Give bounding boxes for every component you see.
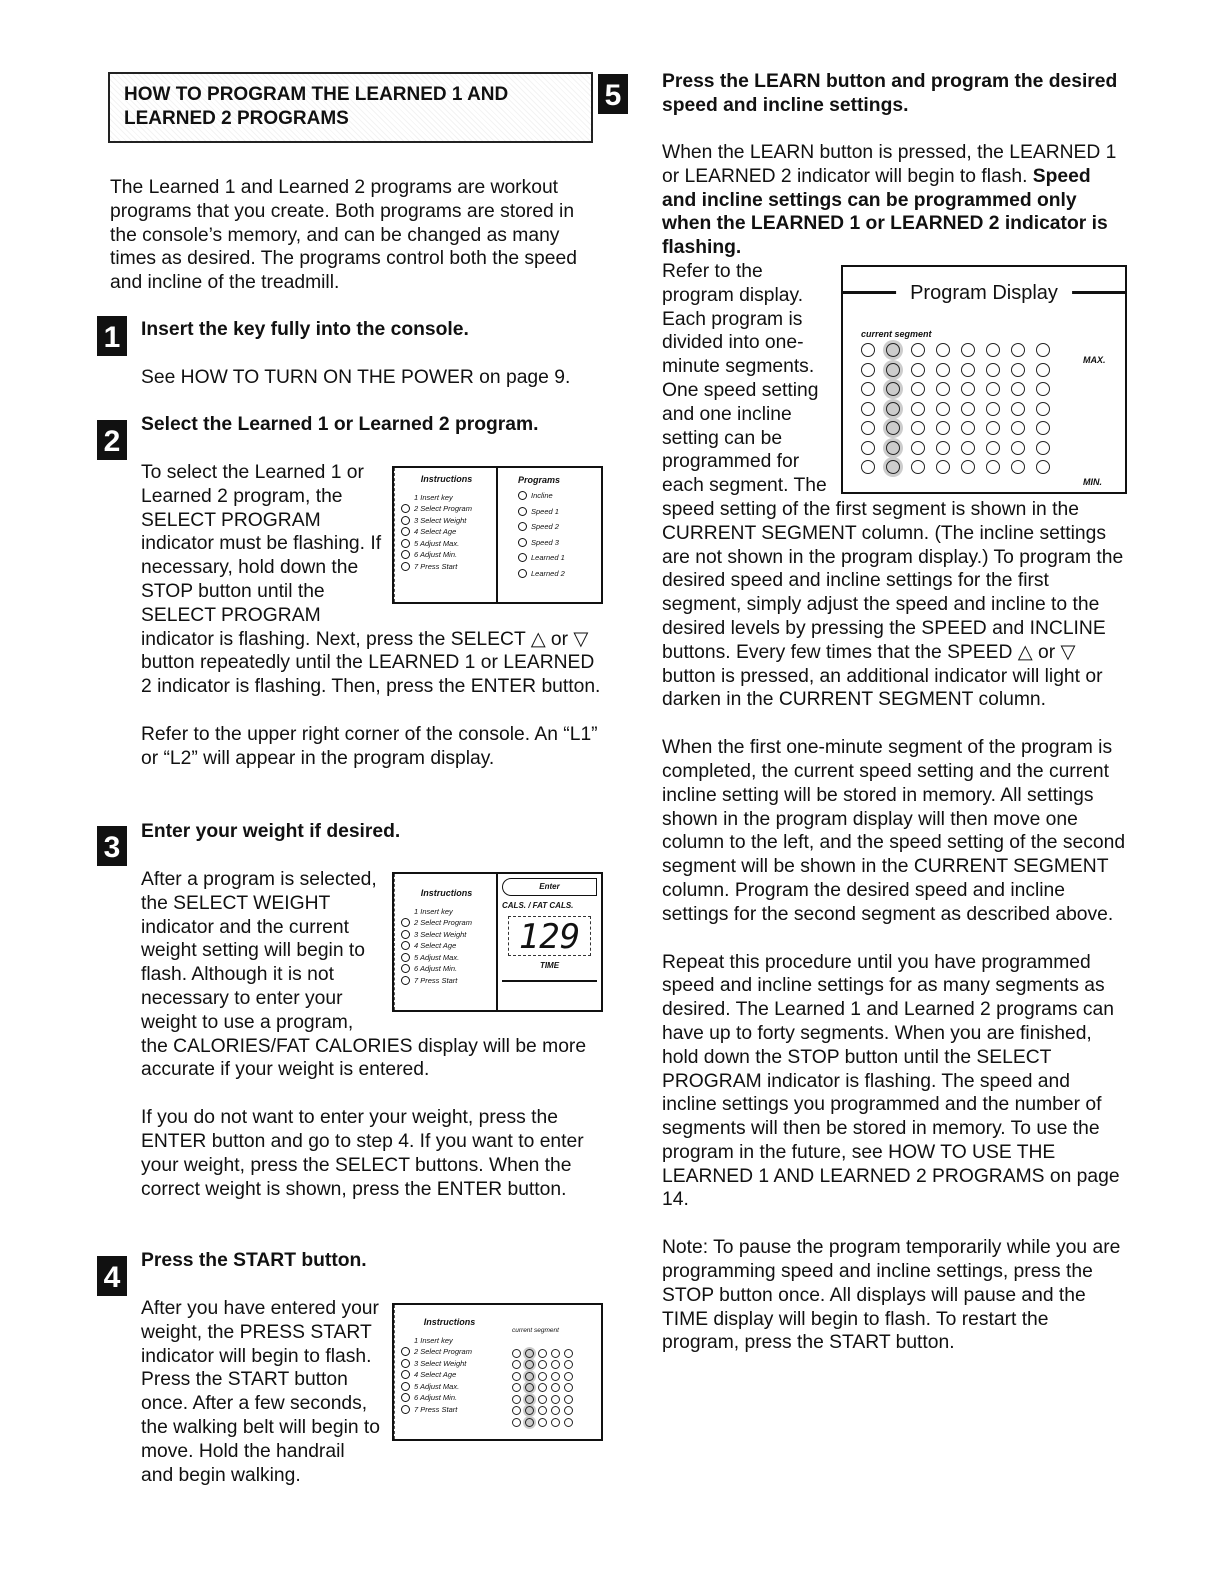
segment-indicator-icon — [961, 382, 975, 396]
instruction: 4 Select Age — [414, 527, 457, 536]
step-4-heading: Press the START button. — [141, 1250, 367, 1271]
segment-indicator-icon — [986, 421, 1000, 435]
instructions-title: Instructions — [420, 474, 473, 484]
instruction: 3 Select Weight — [414, 515, 467, 525]
segment-indicator-icon — [1011, 441, 1025, 455]
indicator-icon — [518, 569, 527, 578]
segment-indicator-icon — [564, 1406, 573, 1415]
instruction: 5 Adjust Max. — [414, 538, 460, 548]
segment-indicator-icon — [538, 1395, 547, 1404]
step-1-heading: Insert the key fully into the console. — [141, 319, 469, 340]
segment-indicator-icon — [564, 1372, 573, 1381]
segment-indicator-icon — [538, 1418, 547, 1427]
indicator-icon — [401, 1382, 410, 1391]
instruction: 6 Adjust Min. — [414, 1393, 458, 1402]
step-3-body — [141, 868, 603, 1201]
console-programs-figure — [392, 466, 603, 604]
instruction: 2 Select Program — [414, 504, 472, 513]
indicator-icon — [401, 930, 410, 939]
segment-indicator-icon — [911, 343, 925, 357]
instruction: 3 Select Weight — [414, 1358, 467, 1368]
segment-indicator-icon — [551, 1349, 560, 1358]
step-number-5: 5 — [598, 74, 628, 114]
step-number-2: 2 — [97, 420, 127, 460]
segment-indicator-icon — [512, 1349, 521, 1358]
current-segment-label: current segment — [861, 329, 932, 339]
segment-indicator-icon — [1036, 402, 1050, 416]
segment-indicator-icon — [861, 363, 875, 377]
step-number-4: 4 — [97, 1256, 127, 1296]
instruction: 6 Adjust Min. — [414, 550, 458, 559]
instruction: 6 Adjust Min. — [414, 964, 458, 973]
section-title — [108, 72, 593, 143]
segment-indicator-icon — [564, 1349, 573, 1358]
indicator-icon — [518, 507, 527, 516]
instruction: 1 Insert key — [414, 906, 453, 916]
program-display-title: Program Display — [896, 281, 1072, 305]
segment-indicator-icon — [1036, 460, 1050, 474]
program: Speed 2 — [531, 522, 559, 531]
max-label: MAX. — [1083, 355, 1106, 365]
indicator-icon — [401, 1405, 410, 1414]
segment-indicator-icon — [512, 1383, 521, 1392]
step-number-3: 3 — [97, 826, 127, 866]
indicator-icon — [518, 522, 527, 531]
segment-indicator-icon — [1036, 363, 1050, 377]
segment-indicator-icon — [861, 402, 875, 416]
intro-paragraph: The Learned 1 and Learned 2 programs are workout programs that you create. Both programs are stored in the console’s memory, and can be changed as many times as desired. The programs control both the speed and incline of the treadmill. — [110, 177, 577, 294]
step-2-body — [141, 461, 603, 771]
segment-indicator-icon — [986, 343, 1000, 357]
segment-indicator-icon — [911, 382, 925, 396]
indicator-icon — [401, 1393, 410, 1402]
instruction: 3 Select Weight — [414, 929, 467, 939]
instruction: 1 Insert key — [414, 492, 453, 502]
segment-indicator-icon — [986, 402, 1000, 416]
segment-indicator-icon — [861, 382, 875, 396]
segment-indicator-icon — [986, 441, 1000, 455]
segment-indicator-icon — [861, 343, 875, 357]
segment-indicator-icon — [936, 402, 950, 416]
title-line-1: HOW TO PROGRAM THE LEARNED 1 AND — [124, 84, 509, 105]
cals-label: CALS. / FAT CALS. — [502, 901, 574, 910]
program-display-figure — [841, 265, 1127, 494]
time-label: TIME — [539, 961, 560, 970]
indicator-icon — [401, 1347, 410, 1356]
instructions-title: Instructions — [420, 888, 473, 898]
segment-indicator-icon — [538, 1349, 547, 1358]
instruction: 4 Select Age — [414, 1370, 457, 1379]
step-5-heading: Press the LEARN button and program the desired speed and incline settings. — [662, 71, 1118, 116]
segment-indicator-icon — [551, 1383, 560, 1392]
indicator-icon — [401, 504, 410, 513]
segment-indicator-icon — [1011, 363, 1025, 377]
instruction: 5 Adjust Max. — [414, 952, 460, 962]
time-display — [502, 980, 597, 992]
segment-indicator-icon — [512, 1360, 521, 1369]
segment-indicator-icon — [911, 363, 925, 377]
instruction: 7 Press Start — [414, 561, 458, 571]
segment-indicator-icon — [861, 441, 875, 455]
instructions-panel — [394, 1305, 502, 1439]
programs-title: Programs — [518, 475, 561, 485]
segment-indicator-icon — [512, 1418, 521, 1427]
segment-grid — [512, 1349, 601, 1427]
segment-indicator-icon — [551, 1360, 560, 1369]
enter-button: Enter — [502, 878, 597, 896]
segment-indicator-icon — [551, 1418, 560, 1427]
step-2-text: To select the Learned 1 or Learned 2 program, the SELECT PROGRAM indicator must be flashing. If necessary, hold down the STOP button until the SELECT PROGRAM indicator is flashing. Next, press the SELECT △ or ▽ button repeatedly until the LEARNED 1 or LEARNED 2 indicator is flashing. Then, press the ENTER button. — [141, 462, 601, 698]
segment-indicator-icon — [886, 460, 900, 474]
segment-indicator-icon — [861, 460, 875, 474]
segment-indicator-icon — [961, 441, 975, 455]
segment-indicator-icon — [512, 1406, 521, 1415]
step-5-intro — [662, 141, 1127, 260]
segment-panel — [502, 1305, 601, 1439]
step-5-intro-bold: Speed and incline settings can be programmed only when the LEARNED 1 or LEARNED 2 indicator is flashing. — [662, 165, 1108, 259]
console-weight-figure — [392, 872, 603, 1012]
segment-indicator-icon — [551, 1406, 560, 1415]
segment-indicator-icon — [911, 460, 925, 474]
segment-indicator-icon — [1036, 343, 1050, 357]
segment-indicator-icon — [911, 421, 925, 435]
program: Learned 2 — [531, 568, 565, 578]
step-3-heading: Enter your weight if desired. — [141, 821, 401, 842]
step-5-intro-text: When the LEARN button is pressed, the LEARNED 1 or LEARNED 2 indicator will begin to flash. — [662, 142, 1117, 187]
indicator-icon — [401, 539, 410, 548]
step-3-text: After a program is selected, the SELECT WEIGHT indicator and the current weight setting will begin to flash. Although it is not necessary to enter your weight to use a program, the CALORIES/FAT CALORIES display will be more accurate if your weight is entered. — [141, 869, 587, 1081]
instructions-panel — [394, 468, 498, 602]
segment-indicator-icon — [936, 363, 950, 377]
segment-indicator-icon — [512, 1372, 521, 1381]
step-5-para-4: Note: To pause the program temporarily while you are programming speed and incline settings, press the STOP button once. All displays will pause and the TIME display will begin to flash. To restart the program, press the START button. — [662, 1237, 1121, 1354]
instruction: 5 Adjust Max. — [414, 1381, 460, 1391]
step-2-heading: Select the Learned 1 or Learned 2 program. — [141, 414, 539, 435]
instruction: 1 Insert key — [414, 1335, 453, 1345]
segment-indicator-icon — [525, 1372, 534, 1381]
segment-indicator-icon — [1011, 402, 1025, 416]
indicator-icon — [401, 964, 410, 973]
segment-indicator-icon — [538, 1383, 547, 1392]
step-5-body — [662, 260, 1127, 1355]
display-panel — [498, 874, 601, 1010]
segment-indicator-icon — [886, 402, 900, 416]
indicator-icon — [518, 553, 527, 562]
program: Incline — [531, 491, 553, 500]
indicator-icon — [401, 562, 410, 571]
instruction: 2 Select Program — [414, 1347, 472, 1356]
program: Speed 3 — [531, 537, 559, 547]
segment-indicator-icon — [1011, 382, 1025, 396]
segment-indicator-icon — [525, 1418, 534, 1427]
indicator-icon — [401, 516, 410, 525]
segment-indicator-icon — [1011, 460, 1025, 474]
step-5-para-2: When the first one-minute segment of the program is completed, the current speed setting and the current incline setting will be stored in memory. All settings shown in the program display will then move one column to the left, and the speed setting of the second segment will be shown in the CURRENT SEGMENT column. Program the desired speed and incline settings for the second segment as described above. — [662, 737, 1126, 925]
step-4-text: After you have entered your weight, the PRESS START indicator will begin to flash. Press the START button once. After a few seconds, the walking belt will begin to move. Hold the handrail and begin walking. — [141, 1298, 381, 1486]
instructions-title: Instructions — [423, 1317, 476, 1327]
instruction: 2 Select Program — [414, 918, 472, 927]
segment-indicator-icon — [525, 1406, 534, 1415]
segment-indicator-icon — [538, 1372, 547, 1381]
segment-indicator-icon — [936, 421, 950, 435]
segment-indicator-icon — [1036, 441, 1050, 455]
indicator-icon — [401, 976, 410, 985]
programs-panel — [498, 468, 601, 602]
current-segment-label: current segment — [512, 1327, 559, 1334]
step-number-1: 1 — [97, 316, 127, 356]
step-1-body: See HOW TO TURN ON THE POWER on page 9. — [141, 367, 571, 388]
segment-indicator-icon — [986, 460, 1000, 474]
console-segment-figure — [392, 1303, 603, 1441]
segment-indicator-icon — [961, 363, 975, 377]
segment-indicator-icon — [564, 1360, 573, 1369]
segment-indicator-icon — [886, 363, 900, 377]
min-label: MIN. — [1083, 477, 1102, 487]
program: Learned 1 — [531, 553, 565, 562]
indicator-icon — [401, 953, 410, 962]
instruction: 7 Press Start — [414, 975, 458, 985]
indicator-icon — [401, 1359, 410, 1368]
segment-indicator-icon — [936, 343, 950, 357]
indicator-icon — [401, 941, 410, 950]
segment-indicator-icon — [1036, 421, 1050, 435]
step-5-para-3: Repeat this procedure until you have programmed speed and incline settings for as many segments as desired. The Learned 1 and Learned 2 programs can have up to forty segments. When you are finished, hold down the STOP button until the SELECT PROGRAM indicator is flashing. The speed and incline settings you programmed and the number of segments will then be stored in memory. To use the program in the future, see HOW TO USE THE LEARNED 1 AND LEARNED 2 PROGRAMS on page 14. — [662, 951, 1120, 1211]
segment-indicator-icon — [961, 460, 975, 474]
segment-indicator-icon — [911, 402, 925, 416]
indicator-icon — [401, 918, 410, 927]
program-grid — [861, 343, 1050, 474]
segment-indicator-icon — [564, 1383, 573, 1392]
segment-indicator-icon — [538, 1360, 547, 1369]
segment-indicator-icon — [525, 1395, 534, 1404]
segment-indicator-icon — [911, 441, 925, 455]
segment-indicator-icon — [861, 421, 875, 435]
segment-indicator-icon — [525, 1349, 534, 1358]
segment-indicator-icon — [886, 441, 900, 455]
segment-indicator-icon — [961, 421, 975, 435]
step-3-note: If you do not want to enter your weight, press the ENTER button and go to step 4. If you want to enter your weight, press the SELECT buttons. When the correct weight is shown, press the ENTER button. — [141, 1107, 584, 1200]
segment-indicator-icon — [1011, 343, 1025, 357]
indicator-icon — [401, 550, 410, 559]
segment-indicator-icon — [512, 1395, 521, 1404]
segment-indicator-icon — [1011, 421, 1025, 435]
segment-indicator-icon — [525, 1383, 534, 1392]
segment-indicator-icon — [886, 421, 900, 435]
segment-indicator-icon — [886, 343, 900, 357]
segment-indicator-icon — [538, 1406, 547, 1415]
step-5-para-1: Refer to the program display. Each program is divided into one-minute segments. One speed setting and one incline setting can be programmed for each segment. The speed setting of the first segment is shown in the CURRENT SEGMENT column. (The incline settings are not shown in the program display.) To program the desired speed and incline settings for the first segment, simply adjust the speed and incline to the desired levels by pressing the SPEED and INCLINE buttons. Every few times that the SPEED △ or ▽ button is pressed, an additional indicator will light or darken in the CURRENT SEGMENT column. — [662, 261, 1124, 711]
segment-indicator-icon — [936, 382, 950, 396]
indicator-icon — [518, 491, 527, 500]
segment-indicator-icon — [986, 382, 1000, 396]
segment-indicator-icon — [936, 460, 950, 474]
segment-indicator-icon — [564, 1418, 573, 1427]
segment-indicator-icon — [564, 1395, 573, 1404]
segment-indicator-icon — [886, 382, 900, 396]
step-4-body — [141, 1297, 603, 1487]
instruction: 7 Press Start — [414, 1404, 458, 1414]
program: Speed 1 — [531, 506, 559, 516]
segment-indicator-icon — [1036, 382, 1050, 396]
cals-display: 129 — [508, 916, 591, 956]
indicator-icon — [518, 538, 527, 547]
segment-indicator-icon — [525, 1360, 534, 1369]
segment-indicator-icon — [986, 363, 1000, 377]
segment-indicator-icon — [551, 1372, 560, 1381]
instructions-panel — [394, 874, 498, 1010]
segment-indicator-icon — [961, 402, 975, 416]
segment-indicator-icon — [936, 441, 950, 455]
indicator-icon — [401, 1370, 410, 1379]
instruction: 4 Select Age — [414, 941, 457, 950]
title-line-2: LEARNED 2 PROGRAMS — [124, 108, 349, 129]
indicator-icon — [401, 527, 410, 536]
segment-indicator-icon — [551, 1395, 560, 1404]
step-2-note: Refer to the upper right corner of the console. An “L1” or “L2” will appear in the program display. — [141, 723, 598, 769]
segment-indicator-icon — [961, 343, 975, 357]
